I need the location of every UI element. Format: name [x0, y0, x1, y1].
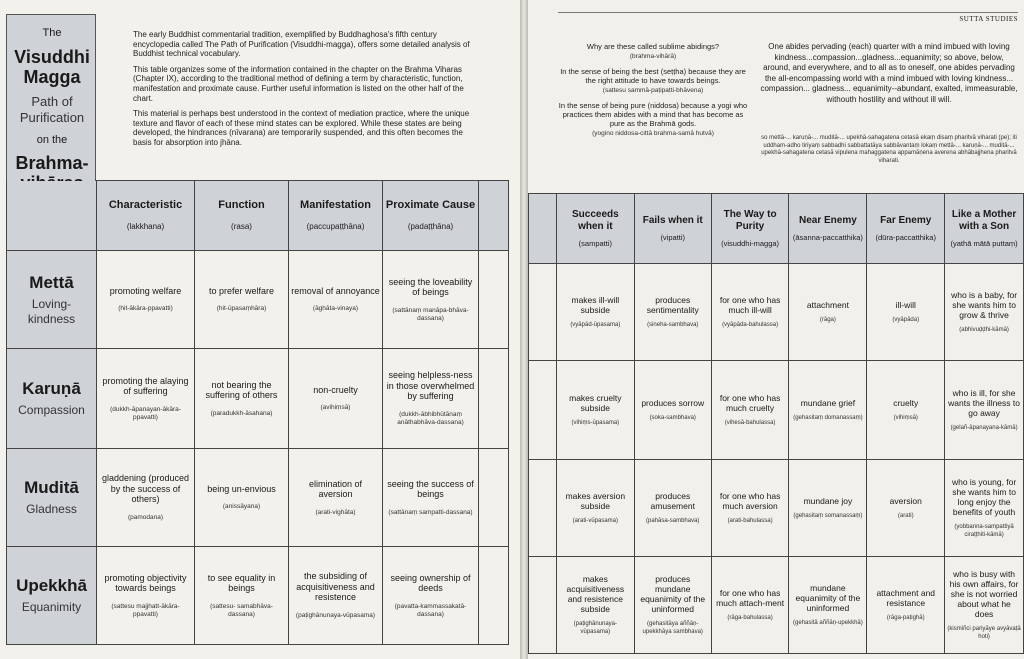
table-stub	[479, 547, 509, 645]
table-cell	[634, 264, 711, 361]
cell-text: mundane grief	[800, 397, 856, 408]
header-title: Characteristic	[108, 198, 183, 211]
row-english: Loving-kindness	[27, 296, 76, 326]
answer-pure-pali: (yogino niddosa-cittā brahma-samā hutvā)	[592, 130, 714, 137]
table-cell	[867, 557, 945, 654]
table-cell	[789, 557, 867, 654]
answer-best: In the sense of being the best (seṭṭha) because they are the right attitude to have towards beings.	[560, 67, 746, 85]
table-cell	[289, 547, 383, 645]
table-row	[529, 460, 1024, 557]
cell-text: who is a baby, for she wants him to grow & thrive	[951, 289, 1018, 320]
cell-text: for one who has much cruelty	[719, 392, 781, 413]
table-cell	[383, 547, 479, 645]
header-pali: (rasa)	[231, 221, 252, 231]
cell-text: the subsiding of acquisitiveness and resistence	[296, 571, 375, 603]
cell-text: makes ill-will subside	[571, 294, 620, 315]
table-cell	[556, 460, 634, 557]
header-cell	[867, 194, 945, 264]
cell-text: mundane joy	[803, 495, 853, 506]
table-stub	[529, 557, 557, 654]
cell-text: produces sentimentality	[646, 294, 699, 315]
cell-text: for one who has much ill-will	[719, 294, 781, 315]
table-row	[7, 449, 509, 547]
cell-text: makes aversion subside	[565, 490, 626, 511]
table-stub	[479, 251, 509, 349]
cell-text: promoting the alaying of suffering	[102, 375, 189, 396]
table-cell	[945, 557, 1024, 654]
cell-text: promoting objectivity towards beings	[104, 572, 187, 593]
header-pali: (āsanna-paccatthika)	[792, 233, 863, 242]
table-cell	[634, 361, 711, 460]
table-cell	[97, 349, 195, 449]
table-cell	[556, 264, 634, 361]
cell-pali: (rāga-bahulassa)	[727, 614, 773, 621]
cell-text: attachment	[806, 299, 849, 310]
cell-pali: (arati)	[897, 512, 914, 519]
cell-pali: (gehasitaṃ domanassaṃ)	[793, 414, 863, 421]
cell-text: to prefer welfare	[208, 285, 275, 296]
cell-pali: (gehasitā aññāṇ-upekkhā)	[793, 619, 863, 626]
cell-pali: (kismiñci pariyāye avyāvaṭā hoti)	[947, 626, 1021, 640]
cell-pali: (hit-ūpasaṃhāra)	[216, 305, 267, 313]
table-cell	[556, 361, 634, 460]
table-header-row	[529, 194, 1024, 264]
cell-pali: (vyāpād-ūpasama)	[570, 321, 621, 328]
cell-text: removal of annoyance	[291, 285, 380, 296]
header-title: Proximate Cause	[385, 198, 476, 211]
table-cell	[634, 557, 711, 654]
table-cell	[789, 460, 867, 557]
table-cell	[195, 251, 289, 349]
table-cell	[383, 449, 479, 547]
cell-pali: (vihiṃs-ūpasama)	[571, 419, 620, 426]
header-cell	[711, 194, 789, 264]
header-title: Manifestation	[300, 198, 371, 211]
title-on-the: on the	[36, 134, 68, 146]
row-heading	[7, 449, 97, 547]
header-stub	[529, 194, 557, 264]
row-name: Upekkhā	[16, 576, 87, 595]
sublime-question-block	[558, 42, 748, 144]
header-cell	[556, 194, 634, 264]
cell-text: who is ill, for she wants the illness to go away	[948, 387, 1020, 418]
table-row	[7, 251, 509, 349]
cell-pali: (sattānaṃ sampatti-dassana)	[388, 508, 473, 516]
cell-text: non-cruelty	[313, 384, 358, 395]
row-name: Karuṇā	[22, 379, 81, 398]
cell-pali: (paṭighānunaya-vūpasama)	[573, 621, 618, 635]
cell-text: produces amusement	[650, 490, 695, 511]
title-visuddhi: Visuddhi	[14, 47, 90, 67]
table-row	[529, 557, 1024, 654]
header-title: The Way to Purity	[723, 209, 777, 232]
row-english: Equanimity	[21, 600, 82, 614]
header-cell	[789, 194, 867, 264]
running-head: SUTTA STUDIES	[959, 15, 1018, 23]
cell-pali: (vihiṃsā)	[893, 414, 918, 421]
right-page	[528, 0, 1024, 659]
cell-pali: (arati-bahulassa)	[727, 517, 773, 524]
table-cell	[945, 264, 1024, 361]
cell-text: promoting welfare	[109, 285, 182, 296]
table-stub	[529, 361, 557, 460]
answer-best-pali: (sattesu sammā-paṭipatti-bhāvena)	[602, 87, 704, 94]
table-cell	[97, 251, 195, 349]
table-cell	[195, 547, 289, 645]
cell-text: who is young, for she wants him to long enjoy the benefits of youth	[951, 477, 1017, 517]
cell-pali: (vyāpāda-bahulassa)	[722, 321, 779, 328]
cell-text: mundane equanimity of the uninformed	[795, 582, 861, 613]
cell-pali: (avihiṃsā)	[320, 404, 351, 412]
header-pali: (dūra-paccatthika)	[875, 233, 936, 242]
table-cell	[383, 251, 479, 349]
header-rule	[558, 12, 1018, 13]
table-cell	[195, 349, 289, 449]
intro-paragraph: This material is perhaps best understood in the context of mediation practice, where the unique texture and flavor of each of these mind states can be explored. While these states are being developed, the hindrances (nīvarana) are temporarily suspended, and this often becomes the basis for absorption into jhāna.	[133, 109, 470, 147]
cell-text: produces sorrow	[641, 397, 705, 408]
cell-text: cruelty	[893, 397, 919, 408]
header-pali: (padaṭṭhāna)	[407, 221, 454, 231]
cell-pali: (anissāyana)	[222, 503, 261, 511]
header-title: Succeeds when it	[571, 209, 619, 232]
cell-pali: (paradukkh-āsahana)	[210, 409, 273, 417]
cell-pali: (soka-sambhava)	[649, 414, 696, 421]
cell-text: seeing helpless-ness in those overwhelmed by suffering	[386, 370, 475, 402]
title-the: The	[42, 27, 62, 39]
cell-pali: (gehasitaṃ somanassaṃ)	[793, 512, 863, 519]
pervading-verse-pali: so mettā-... karuṇā-... muditā-... upekhā-sahagatena cetasā ekaṃ disaṃ pharitvā viharati (pe); iti uddham-adho tiriyaṃ sabbadhi sabbattatāya sabbāvantaṃ lokaṃ mettā-... karuṇā-... muditā-... upekhā-sahagatena cetasā vipulena mahaggatena appamāṇena averena abhābajjhena pharitvā viharati.	[761, 135, 1017, 164]
table-row	[7, 547, 509, 645]
table-row	[7, 349, 509, 449]
header-title: Near Enemy	[799, 215, 857, 226]
header-cell	[195, 181, 289, 251]
header-cell	[383, 181, 479, 251]
cell-text: seeing ownership of deeds	[390, 572, 471, 593]
table-cell	[634, 460, 711, 557]
row-english: Compassion	[18, 403, 85, 417]
cell-text: elimination of aversion	[308, 478, 363, 499]
header-corner	[7, 181, 97, 251]
question-pali: (brahma-vihārā)	[629, 53, 677, 60]
table-cell	[711, 557, 789, 654]
cell-pali: (gelañ-āpanayana-kāmā)	[950, 424, 1018, 431]
title-magga: Magga	[23, 67, 81, 87]
intro-text	[133, 30, 483, 154]
row-name: Mettā	[29, 272, 74, 292]
row-english: Gladness	[26, 502, 77, 516]
title-path-of: Path of	[31, 94, 73, 109]
cell-pali: (arati-vūpasama)	[572, 517, 619, 524]
table-row	[529, 264, 1024, 361]
question-text: Why are these called sublime abidings?	[586, 42, 720, 51]
cell-pali: (vyāpāda)	[892, 316, 920, 323]
table-cell	[789, 264, 867, 361]
cell-text: for one who has much attach-ment	[716, 587, 785, 608]
cell-text: makes acquisitiveness and resistence subside	[566, 574, 625, 614]
header-cell	[945, 194, 1024, 264]
table-cell	[945, 361, 1024, 460]
cell-text: ill-will	[895, 299, 916, 310]
header-title: Like a Mother with a Son	[951, 209, 1017, 232]
cell-pali: (vihesā-bahulassa)	[724, 419, 776, 426]
title-brahma: Brahma-	[15, 153, 89, 173]
cell-text: being un-envious	[207, 483, 276, 494]
right-definitions-table	[528, 193, 1024, 654]
table-cell	[711, 361, 789, 460]
cell-text: produces mundane equanimity of the uninformed	[640, 574, 706, 614]
header-pali: (sampatti)	[578, 239, 612, 248]
table-stub	[479, 349, 509, 449]
header-cell	[634, 194, 711, 264]
header-stub	[479, 181, 509, 251]
cell-text: makes cruelty subside	[569, 392, 622, 413]
title-purification: Purification	[19, 110, 85, 125]
table-cell	[289, 251, 383, 349]
cell-pali: (sattānaṃ manāpa-bhāva-dassana)	[392, 306, 469, 322]
cell-pali: (arati-vighāta)	[315, 508, 356, 516]
header-title: Fails when it	[642, 215, 703, 226]
table-cell	[867, 264, 945, 361]
cell-pali: (rāga)	[819, 316, 836, 323]
cell-pali: (hit-ākāra-ppavatti)	[118, 305, 173, 313]
header-pali: (lakkhana)	[126, 221, 165, 231]
cell-text: attachment and resistance	[876, 587, 936, 608]
table-cell	[556, 557, 634, 654]
cell-pali: (gehasitāya aññāṇ-upekkhāya sambhava)	[642, 621, 703, 635]
table-cell	[867, 460, 945, 557]
table-stub	[529, 264, 557, 361]
header-pali: (vipatti)	[660, 233, 686, 242]
cell-text: seeing the loveability of beings	[388, 276, 473, 297]
table-cell	[97, 449, 195, 547]
table-cell	[97, 547, 195, 645]
cell-text: for one who has much aversion	[719, 490, 781, 511]
cell-pali: (yobbanna-sampattiyā ciraṭṭhiti-kāmā)	[954, 524, 1014, 538]
table-cell	[945, 460, 1024, 557]
left-definitions-table	[6, 180, 509, 645]
table-cell	[289, 449, 383, 547]
table-cell	[383, 349, 479, 449]
row-heading	[7, 547, 97, 645]
table-cell	[867, 361, 945, 460]
row-name: Muditā	[24, 478, 79, 497]
intro-paragraph: This table organizes some of the information contained in the chapter on the Brahma Viharas (Chapter IX), according to the traditional method of defining a term by characteristic, function, manifestation and proximate cause. Further useful information is listed on the other half of the chart.	[133, 64, 464, 103]
table-header-row	[7, 181, 509, 251]
row-heading	[7, 349, 97, 449]
header-cell	[289, 181, 383, 251]
cell-pali: (sattesu- samabhāva-dassana)	[210, 602, 273, 618]
table-stub	[529, 460, 557, 557]
cell-pali: (pamodana)	[127, 513, 164, 521]
table-stub	[479, 449, 509, 547]
book-gutter	[520, 0, 528, 659]
table-cell	[195, 449, 289, 547]
cell-text: gladdening (produced by the success of others)	[101, 473, 190, 505]
cell-text: aversion	[889, 495, 922, 506]
cell-pali: (abhivuḍḍhi-kāmā)	[959, 326, 1009, 333]
cell-text: who is busy with his own affairs, for she is not worried about what he does	[949, 569, 1019, 619]
pervading-verse: One abides pervading (each) quarter with a mind imbued with loving kindness...compassion...gladness...equanimity; so above, below, around, and everywhere, and to all as to oneself, one abides pervading the all-encompassing world with a mind imbued with loving kindness... compassion... gladness... equanimity--abundant, exalted, immeasurable, withouth hostility and without ill will.	[760, 42, 1018, 104]
table-cell	[711, 460, 789, 557]
table-row	[529, 361, 1024, 460]
header-title: Function	[218, 198, 265, 211]
header-title: Far Enemy	[880, 215, 932, 226]
cell-pali: (pavatta-kammassakatā-dassana)	[394, 602, 467, 618]
cell-pali: (rāga-paṭighā)	[886, 614, 925, 621]
cell-pali: (pahāsa-sambhava)	[646, 517, 700, 524]
header-pali: (paccupaṭṭhāna)	[306, 221, 365, 231]
cell-pali: (paṭighānunaya-vūpasama)	[295, 611, 376, 619]
answer-pure: In the sense of being pure (niddosa) because a yogi who practices them abides with a mind that has become as pure as the Brahmā gods.	[558, 101, 748, 128]
table-cell	[711, 264, 789, 361]
intro-paragraph: The early Buddhist commentarial tradition, exemplified by Buddhaghosa's fifth century encyclopedia called The Path of Purification (Visuddhi-magga), offers some detailed analysis of Buddhist technical vocabulary.	[133, 30, 470, 59]
header-cell	[97, 181, 195, 251]
cell-pali: (āghāta-vinaya)	[312, 305, 359, 313]
cell-text: seeing the success of beings	[387, 478, 474, 499]
cell-pali: (dukkh-āpanayan-ākāra-ppavatti)	[110, 405, 181, 421]
cell-text: not bearing the suffering of others	[205, 379, 278, 400]
table-cell	[789, 361, 867, 460]
cell-text: to see equality in beings	[207, 572, 276, 593]
table-cell	[289, 349, 383, 449]
row-heading	[7, 251, 97, 349]
cell-pali: (sattesu majjhatt-ākāra-ppavatti)	[111, 602, 180, 618]
header-pali: (visuddhi-magga)	[721, 239, 780, 248]
header-pali: (yathā mātā puttaṃ)	[950, 239, 1018, 248]
cell-pali: (dukkh-ābhibhūtānaṃ anāthabhāva-dassana)	[397, 410, 464, 426]
cell-pali: (sineha-sambhava)	[647, 321, 699, 328]
